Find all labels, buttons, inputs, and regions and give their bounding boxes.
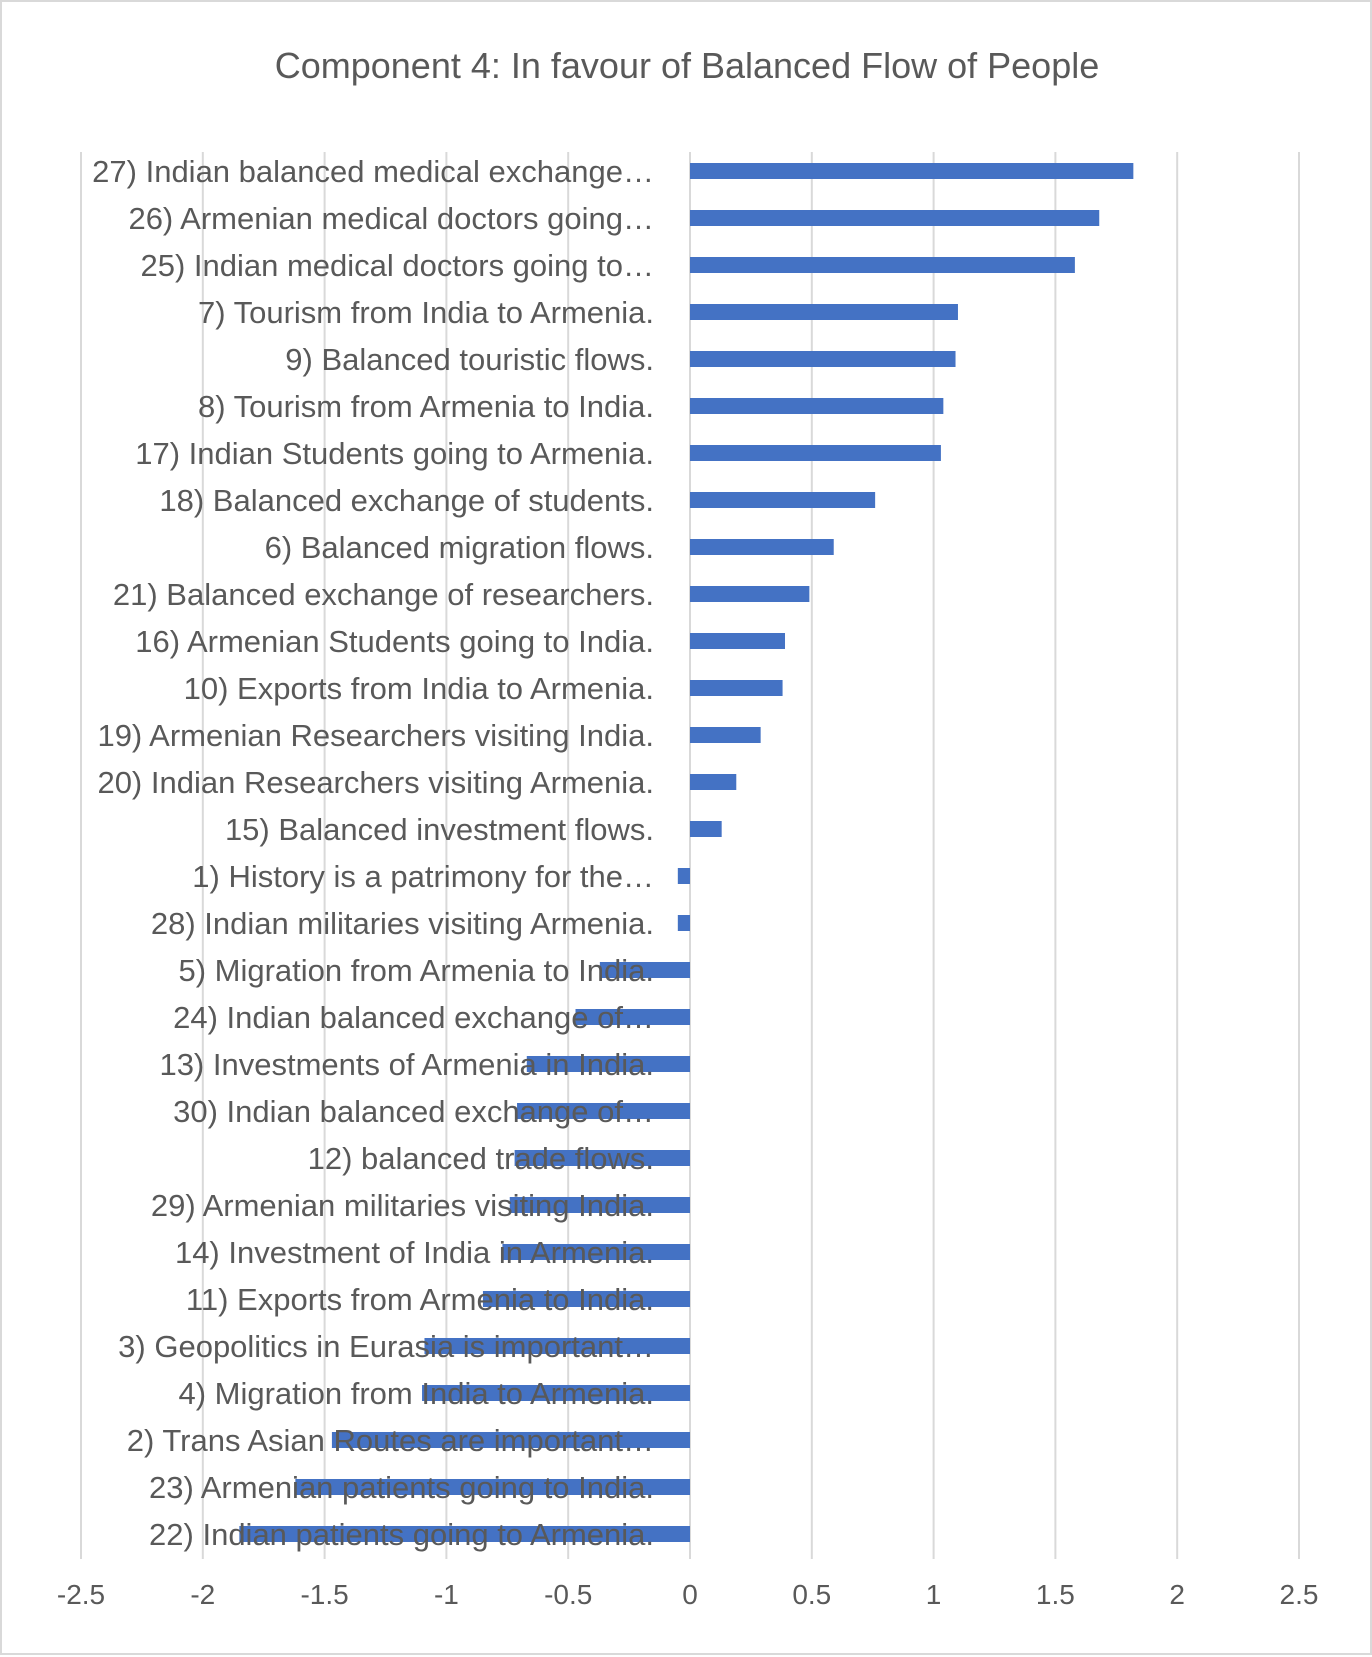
x-tick-label: 1: [925, 1579, 942, 1610]
bar: [690, 257, 1075, 273]
category-label: 10) Exports from India to Armenia.: [183, 671, 654, 706]
bar: [690, 586, 809, 602]
bar: [690, 163, 1133, 179]
category-label: 9) Balanced touristic flows.: [285, 342, 654, 377]
x-tick-label: 2.5: [1279, 1579, 1319, 1610]
category-label: 30) Indian balanced exchange of…: [173, 1094, 654, 1129]
category-label: 16) Armenian Students going to India.: [135, 624, 654, 659]
category-label: 13) Investments of Armenia in India.: [159, 1047, 654, 1082]
bar: [690, 304, 958, 320]
bar: [690, 398, 943, 414]
category-label: 12) balanced trade flows.: [307, 1141, 654, 1176]
bar: [678, 915, 690, 931]
category-label: 14) Investment of India in Armenia.: [174, 1235, 654, 1270]
bar: [690, 445, 941, 461]
x-axis-tick-labels: [57, 1579, 1319, 1610]
bar: [690, 821, 722, 837]
category-label: 22) Indian patients going to Armenia.: [149, 1517, 654, 1552]
category-labels: [92, 154, 654, 1552]
category-label: 24) Indian balanced exchange of…: [173, 1000, 654, 1035]
x-tick-label: 0.5: [792, 1579, 832, 1610]
bar: [690, 539, 834, 555]
category-label: 15) Balanced investment flows.: [224, 812, 654, 847]
category-label: 2) Trans Asian Routes are important…: [126, 1423, 654, 1458]
x-tick-label: 0: [682, 1579, 698, 1610]
category-label: 4) Migration from India to Armenia.: [178, 1376, 654, 1411]
category-label: 29) Armenian militaries visiting India.: [150, 1188, 654, 1223]
bar: [690, 210, 1099, 226]
x-tick-label: -2: [190, 1579, 216, 1610]
category-label: 18) Balanced exchange of students.: [159, 483, 654, 518]
category-label: 23) Armenian patients going to India.: [149, 1470, 654, 1505]
bar: [690, 774, 736, 790]
category-label: 28) Indian militaries visiting Armenia.: [150, 906, 654, 941]
category-label: 8) Tourism from Armenia to India.: [198, 389, 654, 424]
x-tick-label: 1.5: [1035, 1579, 1075, 1610]
category-label: 5) Migration from Armenia to India.: [178, 953, 654, 988]
category-label: 6) Balanced migration flows.: [264, 530, 654, 565]
category-label: 3) Geopolitics in Eurasia is important…: [118, 1329, 654, 1364]
x-tick-label: -1.5: [300, 1579, 349, 1610]
chart-title: Component 4: In favour of Balanced Flow of People: [274, 45, 1100, 86]
category-label: 11) Exports from Armenia to India.: [185, 1282, 654, 1317]
bar: [690, 351, 956, 367]
bar-chart: [2, 2, 1372, 1657]
category-label: 19) Armenian Researchers visiting India.: [97, 718, 654, 753]
bar: [690, 492, 875, 508]
x-tick-label: 2: [1169, 1579, 1185, 1610]
x-tick-label: -2.5: [56, 1579, 106, 1610]
bar: [678, 868, 690, 884]
category-label: 20) Indian Researchers visiting Armenia.: [97, 765, 654, 800]
category-label: 1) History is a patrimony for the…: [192, 859, 654, 894]
bar: [690, 680, 783, 696]
category-label: 7) Tourism from India to Armenia.: [198, 295, 654, 330]
bar: [690, 727, 761, 743]
category-label: 26) Armenian medical doctors going…: [128, 201, 654, 236]
x-tick-label: -1: [433, 1579, 459, 1610]
category-label: 27) Indian balanced medical exchange…: [92, 154, 654, 189]
bar: [690, 633, 785, 649]
category-label: 17) Indian Students going to Armenia.: [135, 436, 654, 471]
category-label: 21) Balanced exchange of researchers.: [112, 577, 654, 612]
category-label: 25) Indian medical doctors going to…: [140, 248, 654, 283]
x-tick-label: -0.5: [544, 1579, 593, 1610]
